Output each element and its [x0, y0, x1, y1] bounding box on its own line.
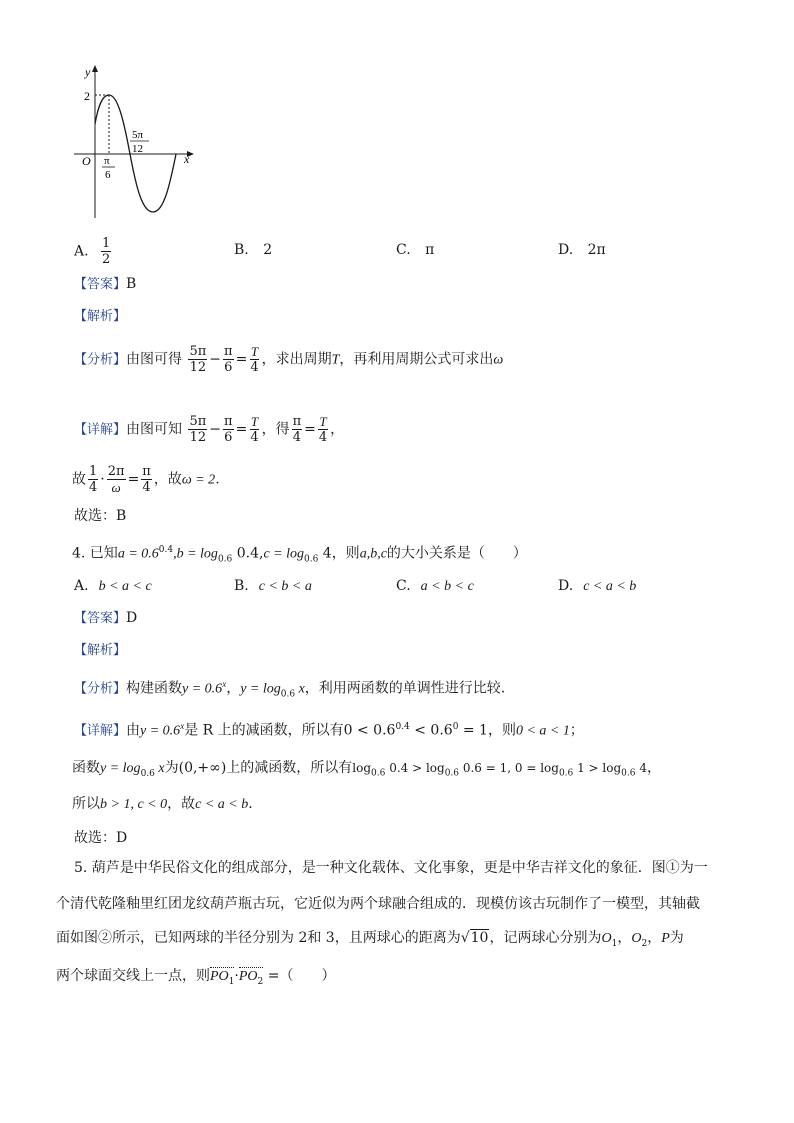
q3-xiangjie: 【详解】由图可知 $\frac{5\pi}{12}$ − $\frac{\pi}{6}$ = $\frac{T}{4}$ ，得 $\frac{\pi}{4}$ = $\frac{T}{4}$ ，	[74, 414, 345, 445]
q4-answer-value: D	[126, 610, 138, 626]
x-axis-label: x	[184, 152, 190, 166]
q4-stem-pre: 4. 已知	[72, 545, 118, 562]
q4-fenxi-pre: 构建函数	[126, 680, 183, 697]
q4-answer	[74, 608, 137, 629]
q4-abc: a,b,c	[359, 546, 387, 562]
q4-l2-end: ，	[646, 760, 661, 776]
q4-fenxi-f1: y = 0.6	[182, 681, 223, 697]
q5-l3-pre: 面如图②所示，已知两球的半径分别为 2和 3，且两球心的距离为	[56, 930, 461, 946]
q4-fenxi-f2-base: 0.6	[280, 689, 296, 700]
q3-analysis-label	[74, 306, 126, 327]
q4-option-a-letter: A.	[74, 578, 89, 594]
q4-l2-pre: 函数	[72, 760, 100, 776]
q4-xj-label: 【详解】	[74, 723, 127, 739]
q3-fenxi-omega: ω	[493, 352, 504, 368]
q3-answer-value: B	[126, 276, 137, 292]
q4-analysis-label-text: 【解析】	[74, 643, 127, 658]
q4-xj-pre: 由	[126, 722, 141, 739]
q4-l2-post: 上的减函数，所以有	[226, 760, 353, 776]
q5-line2: 个清代乾隆釉里红团龙纹葫芦瓶古玩，它近似为两个球融合组成的．现模仿该古玩制作了一模型，其轴截	[56, 896, 700, 912]
q3-fenxi-pre: 由图可得	[126, 351, 183, 368]
q4-b-base: 0.6	[217, 554, 233, 565]
q5-l3-sqrt-sign: √	[460, 930, 470, 946]
q4-xj-ineq-a: 0 < 0.6	[343, 722, 396, 739]
q4-fenxi-f1-exp: x	[222, 679, 227, 689]
q4-l2-f: y = log	[100, 761, 141, 776]
q3-option-c-value: π	[425, 242, 435, 258]
q5-l3-o2: O	[631, 931, 642, 946]
q5-l4-vec1: $PO_1$	[210, 966, 234, 992]
q3-xiangjie-pre: 由图可知	[126, 421, 183, 438]
q3-option-d	[558, 240, 606, 260]
q4-line2	[72, 758, 661, 784]
q3-xiangjie-mid: ，得	[261, 421, 290, 438]
q4-l2-f-base: 0.6	[140, 768, 155, 779]
q3-line3: 故 $\frac{1}{4}$ · $\frac{2\pi}{\omega}$ = $\frac{\pi}{4}$ ，故ω = 2.	[72, 464, 220, 495]
q4-l2-f-arg: x	[154, 761, 165, 776]
q5-l3-o1: O	[601, 931, 612, 946]
q3-fenxi-label: 【分析】	[74, 352, 127, 368]
q4-option-b-letter: B.	[234, 578, 249, 594]
q4-b-def: ,b = log	[173, 546, 218, 562]
q4-l2-c5: 0.6	[558, 768, 574, 779]
q3-option-a-den: 2	[102, 252, 111, 267]
q5-line4	[56, 966, 335, 992]
q5-l3-mid: ，记两球心分别为	[489, 930, 602, 946]
q3-option-b-letter: B.	[234, 242, 249, 258]
q4-l2-c7: 0.6	[621, 768, 636, 779]
q4-choose: 故选：D	[74, 830, 128, 846]
q5-l3-sep: ，	[617, 930, 632, 946]
q4-stem	[72, 540, 527, 569]
q4-fenxi-f2: y = log	[240, 681, 281, 697]
q5-l4-pre: 两个球面交线上一点，则	[56, 968, 210, 984]
y-axis-label: y	[85, 65, 91, 79]
tick-5pi-12-den: 12	[132, 143, 143, 155]
q5-l4-dot: ·	[234, 968, 239, 984]
q4-option-a-value: b < a < c	[98, 579, 152, 594]
q5-l3-o1-sub: 1	[611, 938, 618, 949]
sine-graph	[60, 62, 200, 222]
q4-option-c	[396, 576, 474, 597]
q4-xj-ineq-exp1: 0.4	[395, 722, 410, 732]
q4-option-b-value: c < b < a	[258, 579, 312, 594]
q4-option-d-value: c < a < b	[583, 579, 637, 594]
q4-l2-c4: 0.6 = 1, 0 = log	[459, 761, 559, 775]
q4-a-def: a = 0.6	[117, 546, 159, 562]
q5-l4-end: =（ ）	[263, 968, 336, 984]
q4-l2-c1: 0.6	[371, 768, 386, 779]
q4-stem-post: ，则	[331, 545, 360, 562]
q3-option-b-value: 2	[263, 242, 273, 258]
q4-l2-c6: 1 > log	[573, 761, 622, 775]
q3-fenxi-post: ，求出周期	[261, 351, 332, 368]
q4-l3-mid: ，故	[167, 796, 196, 812]
q4-answer-label: 【答案】	[74, 611, 127, 626]
q5-l3-end: 为	[669, 930, 684, 946]
q3-fenxi: 【分析】由图可得 $\frac{5\pi}{12}$ − $\frac{\pi}{6}$ = $\frac{T}{4}$ ，求出周期T，再利用周期公式可求出ω	[74, 344, 504, 375]
q4-c-def: c = log	[263, 546, 304, 562]
q3-line3-eq: ω = 2	[181, 472, 216, 488]
q4-l2-c3: 0.6	[444, 768, 460, 779]
q3-option-a-num: 1	[102, 236, 111, 251]
q5-l4-vec2: $PO_2$	[239, 966, 263, 992]
q5-l3-p: P	[661, 931, 670, 946]
peak-label: 2	[84, 89, 90, 103]
q4-l2-interval: (0,+∞)	[178, 760, 227, 776]
q3-fenxi-frac1: $\frac{5\pi}{12}$	[189, 344, 207, 375]
q3-option-a-frac	[101, 236, 111, 267]
q3-answer-label: 【答案】	[74, 277, 127, 292]
y-axis-arrow	[92, 65, 98, 72]
q4-xj-mid: 是 R 上的减函数，所以有	[184, 722, 344, 739]
q4-xiangjie	[74, 716, 584, 742]
q4-l3-pre: 所以	[72, 796, 100, 812]
q4-xj-ineq-b: < 0.6	[409, 722, 453, 739]
q4-l2-mid: 为	[164, 760, 179, 776]
q4-a-exp: 0.4	[158, 545, 174, 555]
q4-fenxi-sep: ，	[226, 680, 241, 697]
q4-stem-end: 的大小关系是（ ）	[386, 545, 527, 562]
tick-pi-6-num: π	[104, 155, 110, 167]
q3-xiangjie-label: 【详解】	[74, 422, 127, 438]
q3-option-b	[234, 240, 272, 260]
q4-option-b	[234, 576, 312, 597]
origin-label: O	[82, 154, 91, 168]
q3-line3-end: .	[215, 471, 220, 488]
q4-l2-c8: 4	[635, 761, 647, 775]
q4-fenxi-f2-arg: x	[295, 681, 305, 697]
q3-fenxi-frac3: $\frac{T}{4}$	[250, 344, 259, 375]
q4-option-a	[74, 576, 152, 597]
q4-xj-then: ，则	[487, 722, 516, 739]
q4-xj-f: y = 0.6	[140, 723, 181, 739]
q4-line3	[72, 794, 253, 815]
q5-l3-o2-sub: 2	[641, 938, 648, 949]
q3-fenxi-end: ，再利用周期公式可求出	[339, 351, 494, 368]
q4-fenxi-post: ，利用两函数的单调性进行比较.	[304, 680, 506, 697]
q4-c-arg: 4	[318, 545, 332, 562]
q4-l3-end: .	[248, 796, 253, 812]
q4-c-base: 0.6	[304, 554, 319, 565]
q5-line1: 5. 葫芦是中华民俗文化的组成部分，是一种文化载体、文化事象，更是中华吉祥文化的象征．图①为一	[74, 860, 708, 876]
q4-xj-end: ；	[569, 722, 584, 739]
q5-l3-p-pre: ，	[647, 930, 662, 946]
q3-fenxi-T: T	[331, 352, 340, 368]
q3-xiangjie-end: ，	[330, 421, 345, 438]
tick-5pi-12-num: 5π	[132, 129, 144, 141]
q3-fenxi-frac2: $\frac{\pi}{6}$	[224, 344, 233, 375]
q4-l3-cond: b > 1, c < 0	[100, 797, 168, 812]
tick-pi-6-den: 6	[105, 169, 111, 181]
q4-b-arg: 0.4,	[232, 545, 264, 562]
q4-l2-c2: 0.4 > log	[385, 761, 445, 775]
q4-option-c-value: a < b < c	[420, 579, 474, 594]
q3-option-c	[396, 240, 434, 260]
q3-choose: 故选：B	[74, 508, 127, 524]
q3-line3-pre: 故	[72, 471, 86, 488]
q4-fenxi	[74, 674, 505, 704]
q4-xj-ineq-c: = 1	[458, 722, 488, 739]
q3-option-c-letter: C.	[396, 242, 411, 258]
q5-line3	[56, 928, 684, 954]
q3-option-a	[74, 236, 113, 267]
q4-option-c-letter: C.	[396, 578, 411, 594]
q4-l3-res: c < a < b	[195, 797, 249, 812]
q4-option-d	[558, 576, 636, 597]
q3-option-d-value: 2π	[587, 242, 606, 258]
q3-answer	[74, 274, 136, 295]
q3-line3-mid: ，故	[153, 471, 182, 488]
q3-option-d-letter: D.	[558, 242, 574, 258]
q3-analysis-label-text: 【解析】	[74, 309, 127, 324]
q4-l2-chain: log	[352, 761, 372, 775]
q4-analysis-label	[74, 640, 126, 661]
q4-option-d-letter: D.	[558, 578, 574, 594]
q4-xj-f-exp: x	[180, 721, 185, 731]
q4-xj-ineq-exp2: 0	[452, 722, 459, 732]
q4-xj-res: 0 < a < 1	[515, 723, 570, 739]
q3-option-a-letter: A.	[74, 243, 89, 260]
q5-l3-sqrt: 10	[470, 930, 489, 946]
q4-fenxi-label: 【分析】	[74, 681, 127, 697]
